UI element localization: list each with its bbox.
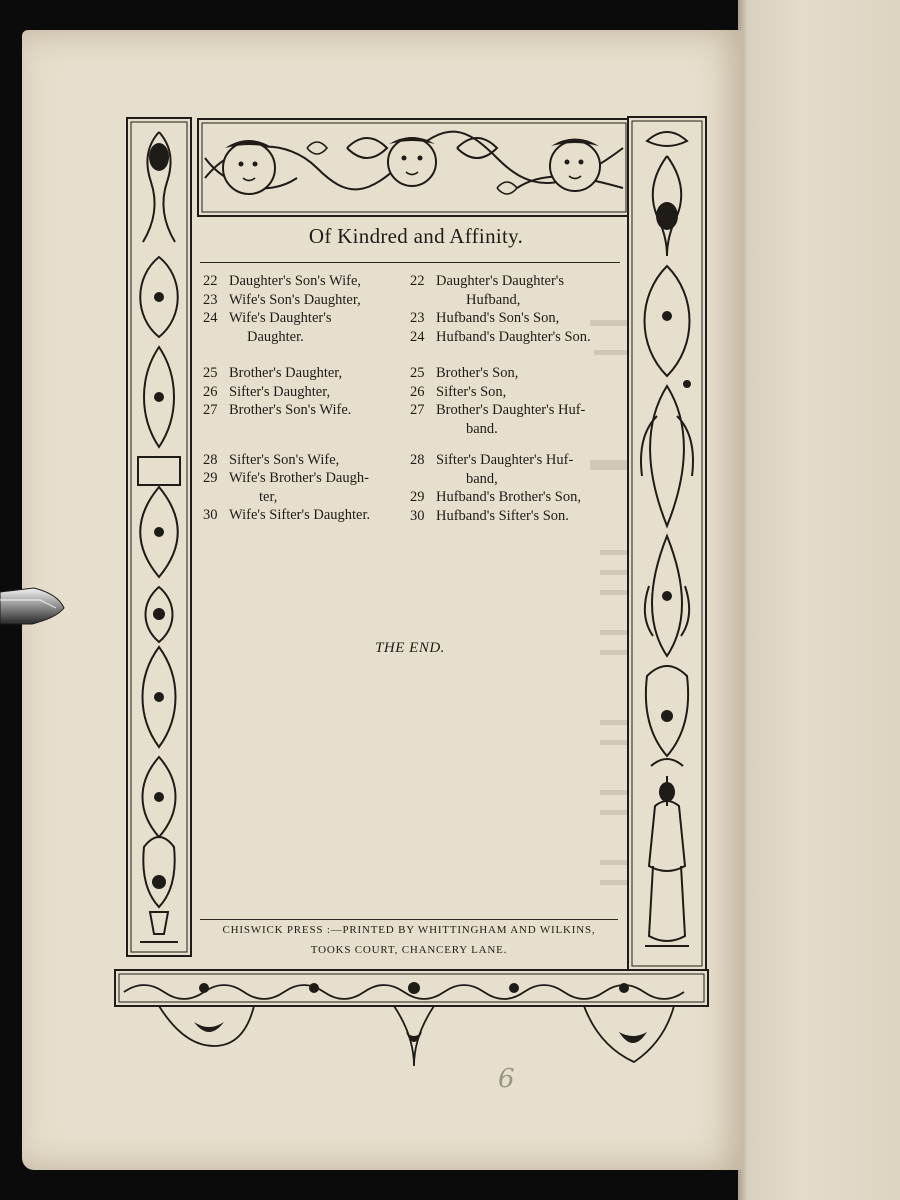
entry-number: 27 [410, 402, 425, 418]
entry-text: Hufband's Sifter's Son. [436, 507, 569, 524]
list-item [410, 488, 630, 507]
entry-text: Daughter's Daughter's [436, 273, 565, 289]
entry-number: 27 [203, 402, 218, 418]
entry-number: 28 [410, 452, 425, 468]
right-pillar-ornament [627, 116, 707, 971]
entry-text: Sifter's Daughter, [229, 383, 331, 400]
entry-text: Hufband's Brother's Son, [436, 489, 581, 505]
list-item [203, 469, 403, 506]
entry-number: 28 [203, 451, 218, 468]
entry-text: Wife's Sifter's Daughter. [229, 507, 371, 523]
list-item [203, 291, 403, 310]
title-rule [200, 262, 620, 263]
entry-text: Brother's Son, [436, 365, 519, 381]
list-item [410, 309, 630, 328]
entry-text: Sifter's Son, [436, 383, 507, 400]
entry-text: Wife's Daughter's [229, 310, 332, 326]
list-item [203, 272, 403, 291]
left-column [203, 272, 403, 525]
entry-number: 24 [203, 310, 218, 326]
page-title: Of Kindred and Affinity. [308, 224, 524, 248]
entry-number: 29 [203, 470, 218, 486]
entry-number: 26 [410, 383, 425, 400]
top-ornament-frieze [197, 118, 631, 217]
entry-text: Sifter's Son's Wife, [229, 451, 340, 468]
bottom-ornament-base [114, 962, 709, 1074]
entry-number: 30 [410, 507, 425, 524]
list-item [410, 401, 630, 438]
entry-continuation: ter, [259, 488, 278, 505]
entry-continuation: band, [466, 470, 498, 487]
left-pillar-ornament [126, 117, 192, 957]
list-item [203, 383, 403, 402]
entry-continuation: band. [466, 420, 498, 437]
adjacent-page-edge [738, 0, 900, 1200]
list-item [203, 364, 403, 383]
list-item [410, 328, 630, 347]
entry-text: Sifter's Daughter's Huf- [436, 452, 574, 468]
list-item [203, 506, 403, 525]
entry-number: 22 [203, 273, 218, 289]
printer-imprint [197, 920, 621, 960]
pencil-mark: 6 [498, 1064, 515, 1094]
entry-text: Wife's Son's Daughter, [229, 291, 361, 308]
entry-number: 23 [203, 291, 218, 308]
entry-number: 25 [203, 365, 218, 381]
list-item [410, 383, 630, 402]
entry-number: 30 [203, 507, 218, 523]
imprint-line-2: TOOKS COURT, CHANCERY LANE. [310, 944, 508, 956]
entry-number: 29 [410, 489, 425, 505]
entry-continuation: Hufband, [466, 291, 521, 308]
entry-continuation: Daughter. [247, 328, 304, 345]
right-column [410, 272, 630, 525]
entry-text: Hufband's Daughter's Son. [436, 328, 591, 345]
entry-number: 24 [410, 328, 425, 345]
entry-number: 26 [203, 383, 218, 400]
list-item [203, 309, 403, 346]
page-clip [0, 578, 66, 634]
entry-text: Wife's Brother's Daugh- [229, 470, 369, 486]
list-item [410, 507, 630, 526]
list-item [203, 401, 403, 420]
entry-number: 22 [410, 273, 425, 289]
list-item [203, 451, 403, 470]
imprint-line-1: CHISWICK PRESS :—PRINTED BY WHITTINGHAM AND WILKINS, [222, 924, 596, 936]
list-item [410, 272, 630, 309]
entry-text: Brother's Daughter's Huf- [436, 402, 586, 418]
list-item [410, 451, 630, 488]
the-end-text: THE END. [375, 640, 445, 656]
entry-number: 25 [410, 365, 425, 381]
entry-text: Brother's Son's Wife. [229, 402, 352, 418]
entry-text: Brother's Daughter, [229, 365, 343, 381]
entry-number: 23 [410, 310, 425, 326]
entry-text: Daughter's Son's Wife, [229, 273, 362, 289]
entry-text: Hufband's Son's Son, [436, 310, 560, 326]
list-item [410, 364, 630, 383]
